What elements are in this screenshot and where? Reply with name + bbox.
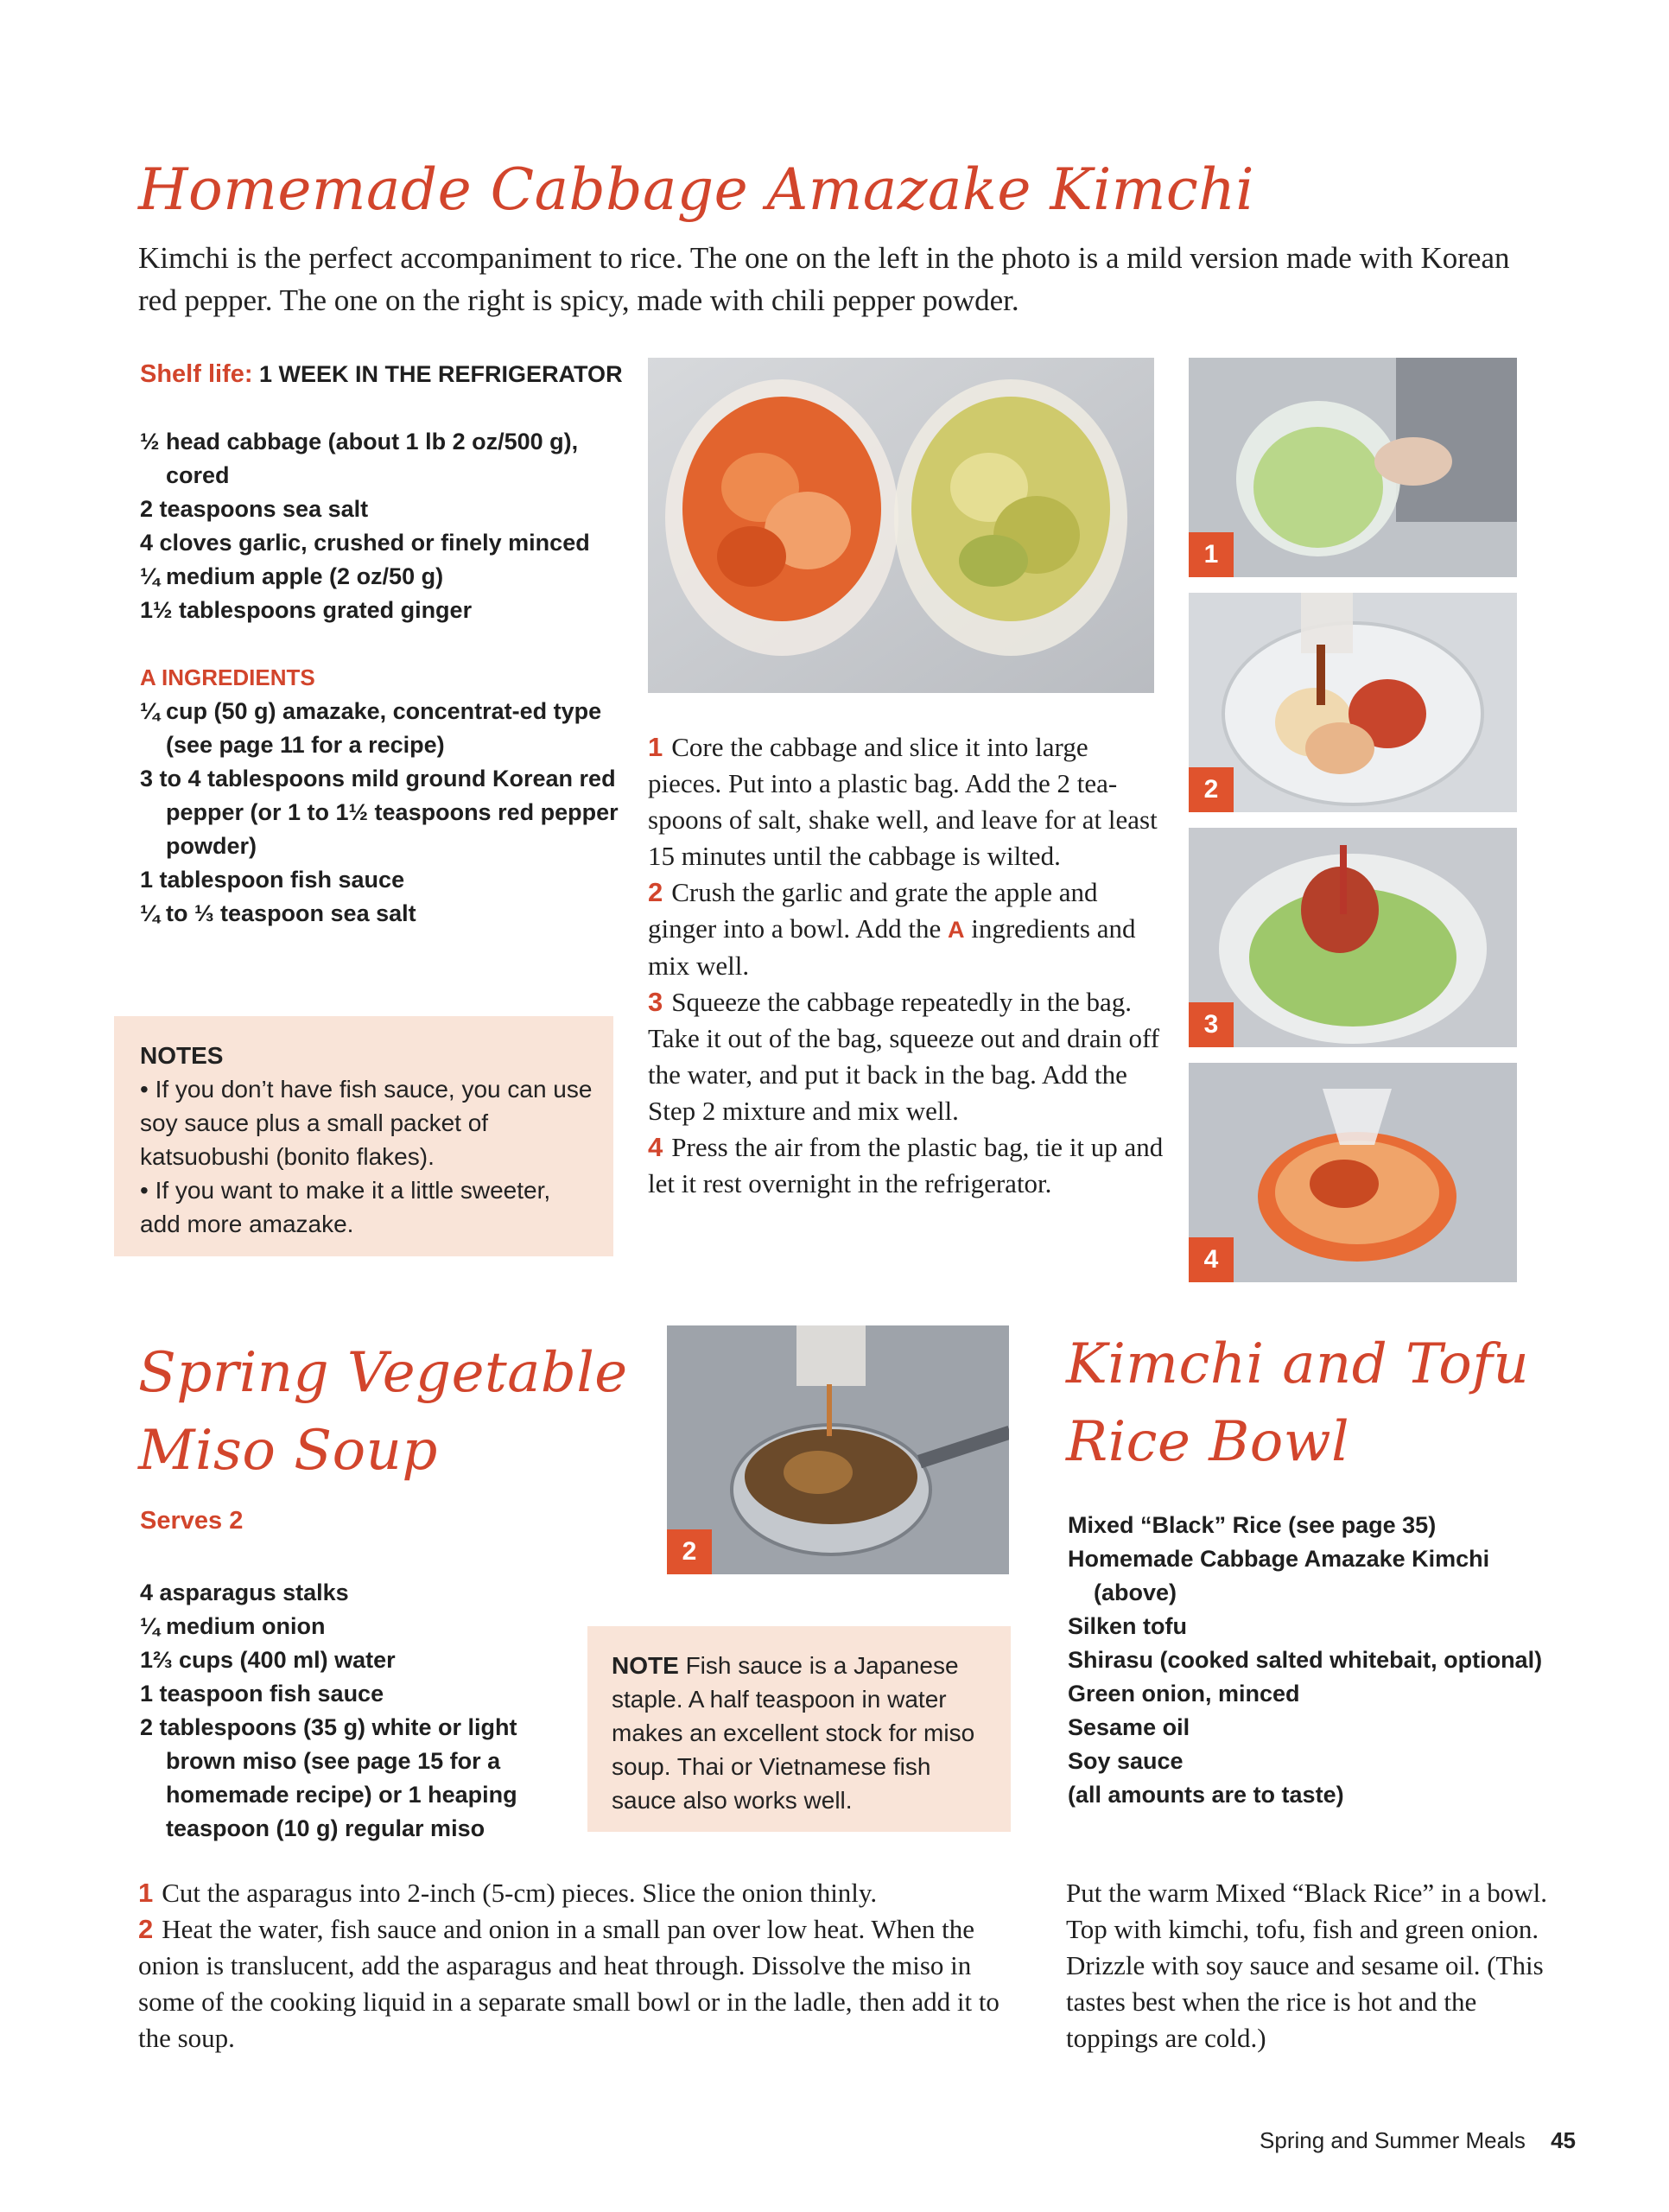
a-ingredients-heading: A INGREDIENTS — [140, 664, 315, 690]
step-text: Squeeze the cabbage repeatedly in the bag. Take it out of the bag, squeeze out and drain off the water, and put it back in the bag. Add the Step 2 mixture and mix well. — [648, 987, 1160, 1126]
kimchi-bags-illustration — [648, 358, 1154, 693]
miso-ingredients — [140, 1576, 589, 1846]
bowl-method: Put the warm Mixed “Black Rice” in a bowl. Top with kimchi, tofu, fish and green onion. Drizzle with soy sauce and sesame oil. (This tastes best when the rice is hot and the toppings are cold.) — [1066, 1878, 1548, 2053]
page-number: 45 — [1551, 2127, 1576, 2153]
ingredient-item: 3 to 4 tablespoons mild ground Korean red pepper (or 1 to 1½ teaspoons red pepper powder) — [140, 766, 619, 859]
ingredient-item: 1 teaspoon fish sauce — [140, 1681, 384, 1707]
a-marker: A — [947, 917, 965, 943]
bowl-title-line: Rice Bowl — [1066, 1410, 1350, 1474]
note-label: NOTE — [612, 1652, 679, 1679]
miso-title-line: Miso Soup — [138, 1419, 438, 1483]
kimchi-step-photo-4 — [1189, 1063, 1517, 1282]
step-item — [138, 1911, 1019, 2056]
miso-title — [138, 1334, 628, 1490]
miso-title-line: Spring Vegetable — [138, 1341, 628, 1405]
note-item: • If you don’t have fish sauce, you can use soy sauce plus a small packet of katsuobushi (bonito flakes). — [140, 1076, 593, 1170]
step-number: 3 — [648, 987, 663, 1017]
note-text: Fish sauce is a Japanese staple. A half teaspoon in water makes an excellent stock for miso soup. Thai or Vietnamese fish sauce also works well. — [612, 1652, 975, 1814]
miso-note-box — [587, 1626, 1011, 1832]
miso-serves: Serves 2 — [140, 1507, 244, 1535]
miso-step-photo — [667, 1325, 1009, 1574]
step-text: Core the cabbage and slice it into large pieces. Put into a plastic bag. Add the 2 tea-spoons of salt, shake well, and leave for at least 15 minutes until the cabbage is wilted. — [648, 732, 1158, 871]
step-text: ingredients and mix well. — [648, 913, 1136, 981]
ingredient-item: ¼ medium apple (2 oz/50 g) — [140, 563, 444, 589]
step-item — [648, 1129, 1166, 1202]
step-number: 4 — [648, 1132, 663, 1162]
step-item — [648, 984, 1166, 1129]
footer-section: Spring and Summer Meals — [1260, 2127, 1526, 2153]
ingredient-item: Green onion, minced — [1068, 1681, 1300, 1707]
shelf-life — [140, 358, 624, 391]
shelf-life-label: Shelf life: — [140, 360, 253, 388]
photo-label: 2 — [667, 1529, 712, 1574]
photo-label: 1 — [1189, 532, 1234, 577]
miso-steps — [138, 1875, 1019, 2056]
kimchi-intro: Kimchi is the perfect accompaniment to rice. The one on the left in the photo is a mild version made with Korean red pepper. The one on the right is spicy, made with chili pepper powder. — [138, 241, 1510, 317]
ingredient-item: Mixed “Black” Rice (see page 35) — [1068, 1512, 1437, 1538]
ingredient-item: 1 tablespoon fish sauce — [140, 867, 405, 893]
step-text: Crush the garlic and grate the apple and ginger into a bowl. Add the — [648, 877, 1098, 944]
step-text: Press the air from the plastic bag, tie it up and let it rest overnight in the refrigerator. — [648, 1132, 1164, 1198]
ingredient-item: Shirasu (cooked salted whitebait, optional) — [1068, 1647, 1543, 1673]
kimchi-title: Homemade Cabbage Amazake Kimchi — [138, 156, 1254, 223]
note-item: • If you want to make it a little sweeter, add more amazake. — [140, 1177, 551, 1237]
step-item — [648, 729, 1166, 874]
step-number: 1 — [138, 1878, 154, 1908]
page-footer — [1260, 2127, 1576, 2154]
step-item — [648, 874, 1166, 984]
ingredient-item: Soy sauce — [1068, 1748, 1184, 1774]
ingredient-item: 4 asparagus stalks — [140, 1580, 349, 1605]
ingredient-item: Sesame oil — [1068, 1714, 1190, 1740]
notes-heading: NOTES — [140, 1042, 224, 1069]
step-text: Cut the asparagus into 2-inch (5-cm) pieces. Slice the onion thinly. — [162, 1878, 878, 1908]
ingredient-item: 2 teaspoons sea salt — [140, 496, 369, 522]
ingredient-item: Homemade Cabbage Amazake Kimchi (above) — [1068, 1546, 1490, 1605]
ingredient-item: 2 tablespoons (35 g) white or light brown miso (see page 15 for a homemade recipe) or 1 heaping teaspoon (10 g) regular miso — [140, 1714, 517, 1841]
shelf-life-value: 1 WEEK IN THE REFRIGERATOR — [259, 361, 623, 387]
kimchi-main-photo — [648, 358, 1154, 693]
ingredient-item: 1⅔ cups (400 ml) water — [140, 1647, 396, 1673]
photo-label: 3 — [1189, 1002, 1234, 1047]
kimchi-ingredients-column — [140, 358, 624, 931]
kimchi-step-photo-3 — [1189, 828, 1517, 1047]
step-text: Heat the water, fish sauce and onion in a small pan over low heat. When the onion is translucent, add the asparagus and heat through. Dissolve the miso in some of the cooking liquid in a separate small bowl or in the ladle, then add it to the soup. — [138, 1914, 999, 2053]
step-item — [138, 1875, 1019, 1911]
notes-box — [114, 1016, 613, 1256]
ingredient-item: (all amounts are to taste) — [1068, 1782, 1344, 1808]
bowl-title — [1066, 1325, 1529, 1481]
step-number: 1 — [648, 732, 663, 762]
ingredient-item: Silken tofu — [1068, 1613, 1188, 1639]
step-number: 2 — [648, 877, 663, 907]
bowl-title-line: Kimchi and Tofu — [1066, 1332, 1530, 1396]
kimchi-step-photo-2 — [1189, 593, 1517, 812]
photo-label: 2 — [1189, 767, 1234, 812]
photo-label: 4 — [1189, 1237, 1234, 1282]
ingredient-item: 1½ tablespoons grated ginger — [140, 597, 473, 623]
step-number: 2 — [138, 1914, 154, 1944]
kimchi-steps — [648, 729, 1166, 1202]
ingredient-item: ¼ cup (50 g) amazake, concentrat-ed type (see page 11 for a recipe) — [140, 698, 602, 758]
ingredient-item: ¼ to ⅓ teaspoon sea salt — [140, 900, 416, 926]
ingredient-item: ½ head cabbage (about 1 lb 2 oz/500 g), cored — [140, 429, 579, 488]
ingredient-item: ¼ medium onion — [140, 1613, 326, 1639]
ingredient-item: 4 cloves garlic, crushed or finely minced — [140, 530, 590, 556]
bowl-ingredients — [1068, 1509, 1552, 1812]
kimchi-step-photo-1 — [1189, 358, 1517, 577]
